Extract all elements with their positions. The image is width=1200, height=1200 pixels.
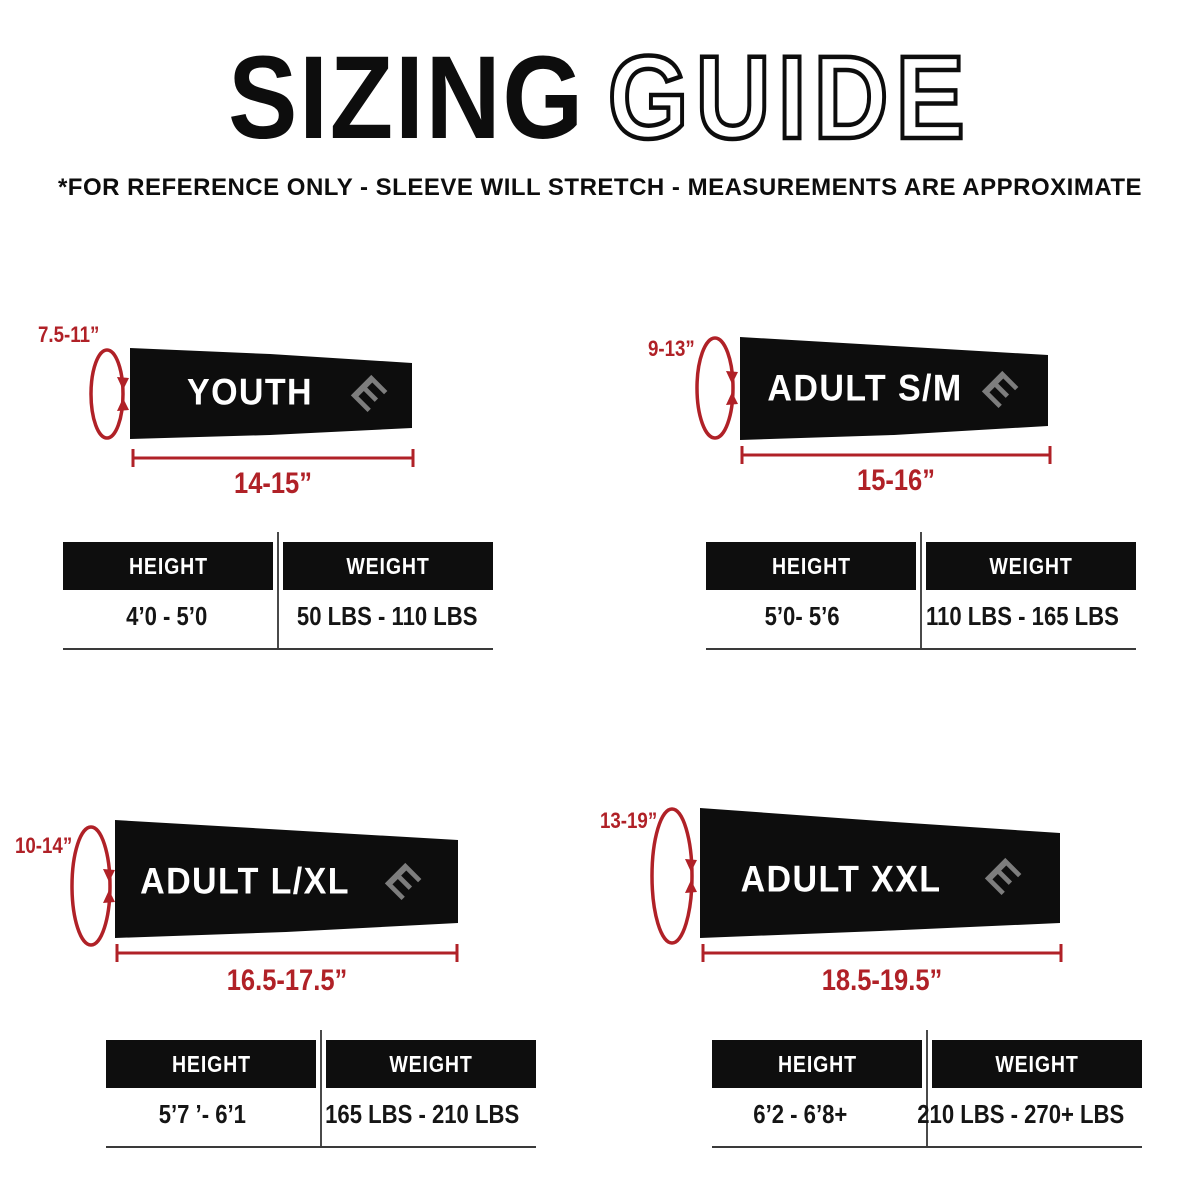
- sleeve-size-label: YOUTH: [186, 371, 314, 413]
- circumference-ellipse-icon: [697, 338, 738, 438]
- weight-value: [281, 601, 493, 632]
- sleeve-size-label: ADULT L/XL: [140, 860, 350, 902]
- table-divider: [920, 532, 922, 648]
- sleeve-diagram-adult-xxl: [600, 790, 1170, 1030]
- disclaimer-subtitle: *FOR REFERENCE ONLY - SLEEVE WILL STRETCH - MEASUREMENTS ARE APPROXIMATE: [57, 174, 1143, 202]
- size-panel-adult-sm: [640, 308, 1200, 650]
- weight-header-label: WEIGHT: [989, 552, 1073, 579]
- header: [0, 32, 1200, 202]
- height-header-cell: [63, 542, 273, 590]
- size-table-adult-sm: [706, 532, 1136, 650]
- brand-logo-icon: E: [376, 854, 430, 908]
- height-value: [706, 601, 899, 632]
- weight-value-text: 50 LBS - 110 LBS: [296, 601, 478, 631]
- size-panel-adult-lxl: [10, 790, 580, 1148]
- height-header-cell: [712, 1040, 922, 1088]
- weight-value: [899, 1099, 1143, 1130]
- size-panel-youth: [30, 308, 600, 650]
- length-label: 16.5-17.5”: [226, 964, 348, 997]
- length-label: 15-16”: [857, 464, 935, 497]
- weight-value-text: 210 LBS - 270+ LBS: [916, 1099, 1124, 1129]
- title-sizing-text: SIZING: [228, 32, 585, 164]
- brand-logo-icon: E: [973, 362, 1027, 416]
- table-divider: [277, 532, 279, 648]
- height-value: [712, 1099, 889, 1130]
- circumference-ellipse-icon: [91, 350, 129, 438]
- weight-value: [909, 601, 1136, 632]
- weight-header-label: WEIGHT: [389, 1050, 473, 1077]
- weight-value-text: 165 LBS - 210 LBS: [324, 1099, 519, 1129]
- circumference-ellipse-icon: [72, 827, 115, 945]
- brand-logo-icon: E: [342, 366, 396, 420]
- height-header-cell: [706, 542, 916, 590]
- height-value-text: 5’0- 5’6: [765, 601, 841, 631]
- sleeve-diagram-adult-lxl: [10, 790, 580, 1030]
- page-title: [72, 32, 1128, 164]
- title-guide-text: GUIDE: [607, 32, 972, 164]
- length-label: 14-15”: [234, 467, 312, 500]
- weight-value: [308, 1099, 536, 1130]
- table-divider: [320, 1030, 322, 1146]
- height-value-text: 4’0 - 5’0: [126, 601, 208, 631]
- sleeve-diagram-adult-sm: [640, 308, 1200, 532]
- sleeve-size-label: ADULT S/M: [767, 367, 963, 409]
- sleeve-illustration: [10, 790, 570, 975]
- sleeve-size-label: ADULT XXL: [740, 858, 942, 900]
- height-value-text: 6’2 - 6’8+: [753, 1099, 848, 1129]
- circumference-label: 9-13”: [648, 336, 695, 361]
- size-panel-adult-xxl: [600, 790, 1170, 1148]
- circumference-label: 13-19”: [600, 808, 658, 833]
- weight-value-text: 110 LBS - 165 LBS: [926, 601, 1119, 631]
- circumference-label: 10-14”: [15, 833, 73, 858]
- height-header-cell: [106, 1040, 316, 1088]
- brand-logo-icon: E: [976, 849, 1030, 903]
- sleeve-illustration: [600, 790, 1160, 975]
- height-value: [106, 1099, 298, 1130]
- height-value: [63, 601, 271, 632]
- height-value-text: 5’7 ’- 6’1: [158, 1099, 246, 1129]
- sleeve-illustration: [30, 308, 590, 483]
- length-measure-line: [133, 449, 413, 467]
- weight-header-cell: [283, 542, 493, 590]
- height-header-label: HEIGHT: [171, 1050, 251, 1077]
- length-measure-line: [117, 944, 457, 962]
- sleeve-diagram-youth: [30, 308, 600, 532]
- weight-header-cell: [326, 1040, 536, 1088]
- height-header-label: HEIGHT: [128, 552, 208, 579]
- weight-header-cell: [926, 542, 1136, 590]
- height-header-label: HEIGHT: [777, 1050, 857, 1077]
- weight-header-label: WEIGHT: [346, 552, 430, 579]
- weight-header-label: WEIGHT: [995, 1050, 1079, 1077]
- size-table-adult-xxl: [712, 1030, 1142, 1148]
- size-table-youth: [63, 532, 493, 650]
- sleeve-illustration: [640, 308, 1200, 483]
- weight-header-cell: [932, 1040, 1142, 1088]
- length-measure-line: [742, 446, 1050, 464]
- length-measure-line: [703, 944, 1061, 962]
- circumference-label: 7.5-11”: [38, 322, 100, 347]
- circumference-ellipse-icon: [652, 809, 697, 943]
- length-label: 18.5-19.5”: [821, 964, 943, 997]
- size-table-adult-lxl: [106, 1030, 536, 1148]
- height-header-label: HEIGHT: [771, 552, 851, 579]
